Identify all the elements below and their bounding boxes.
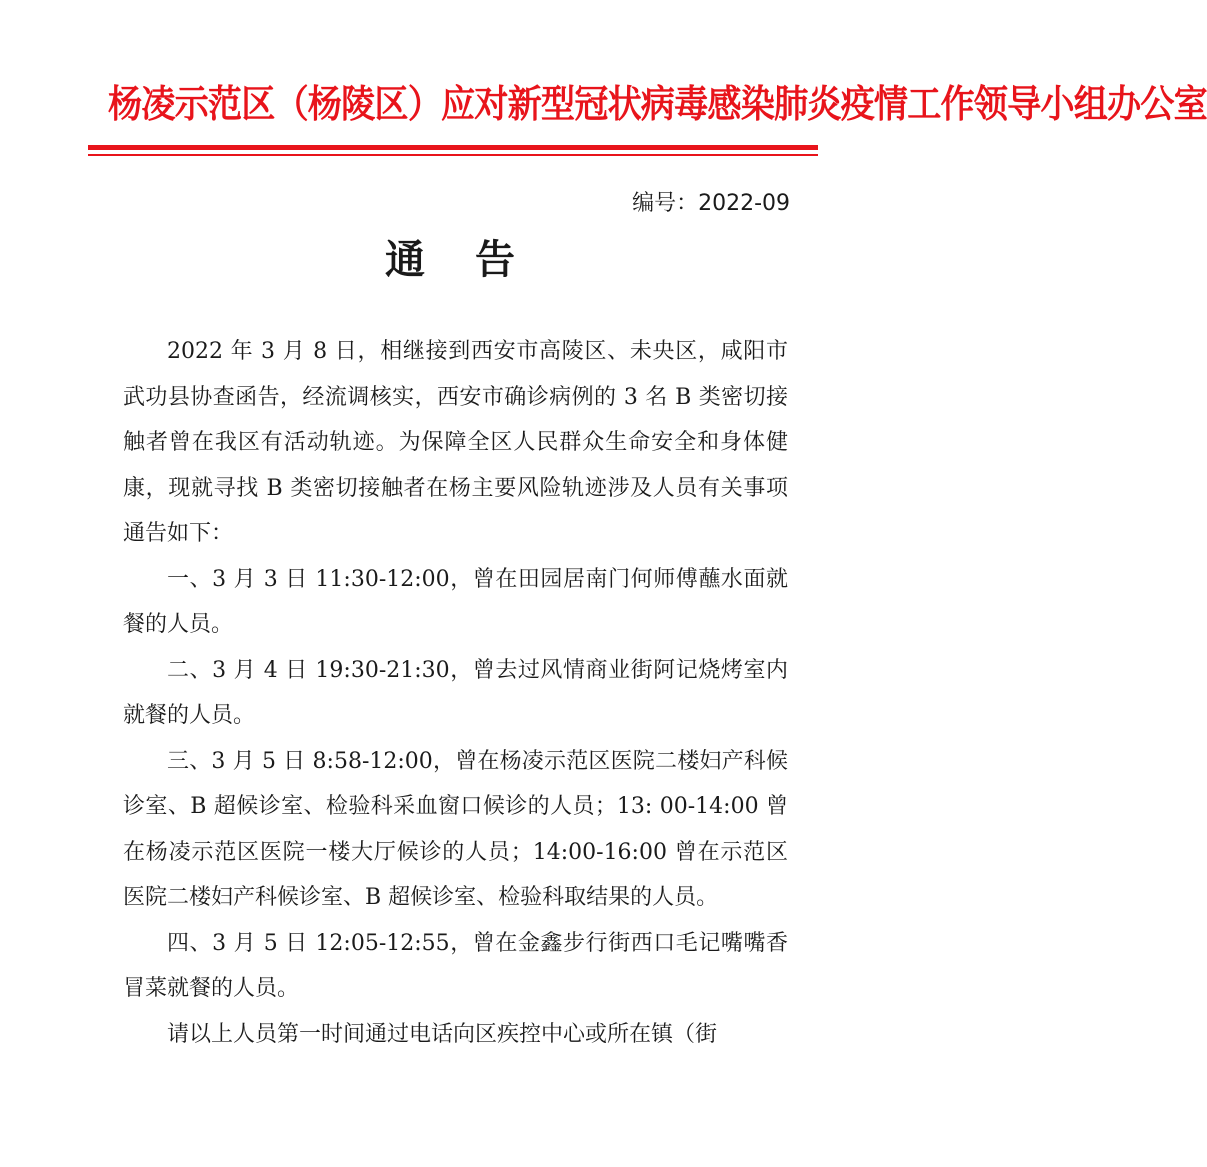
- office-header-title: 杨凌示范区（杨陵区）应对新型冠状病毒感染肺炎疫情工作领导小组办公室: [108, 81, 1207, 126]
- document-title: 通告: [385, 236, 565, 283]
- paragraph-item-2: 二、3 月 4 日 19:30-21:30，曾去过风情商业街阿记烧烤室内就餐的人员。: [123, 657, 788, 728]
- paragraph-request: 请以上人员第一时间通过电话向区疾控中心或所在镇（街: [167, 1021, 718, 1047]
- header-rule-thick: [88, 145, 818, 150]
- document-number: 编号：2022-09: [632, 191, 790, 216]
- paragraph-item-4: 四、3 月 5 日 12:05-12:55，曾在金鑫步行街西口毛记嘴嘴香冒菜就餐的人员。: [123, 930, 788, 1001]
- document-body: [123, 329, 788, 1057]
- header-rule-thin: [88, 154, 818, 156]
- paragraph-item-3: 三、3 月 5 日 8:58-12:00，曾在杨凌示范区医院二楼妇产科候诊室、B 超候诊室、检验科采血窗口候诊的人员；13: 00-14:00 曾在杨凌示范区医院一楼大厅候诊的人员；14:00-16:00 曾在示范区医院二楼妇产科候诊室、B 超候诊室、检验科取结果的人员。: [123, 748, 788, 910]
- paragraph-item-1: 一、3 月 3 日 11:30-12:00，曾在田园居南门何师傅蘸水面就餐的人员。: [123, 566, 788, 637]
- paragraph-intro: 2022 年 3 月 8 日，相继接到西安市高陵区、未央区，咸阳市武功县协查函告，经流调核实，西安市确诊病例的 3 名 B 类密切接触者曾在我区有活动轨迹。为保障全区人民群众生命安全和身体健康，现就寻找 B 类密切接触者在杨主要风险轨迹涉及人员有关事项通告如下：: [123, 339, 788, 546]
